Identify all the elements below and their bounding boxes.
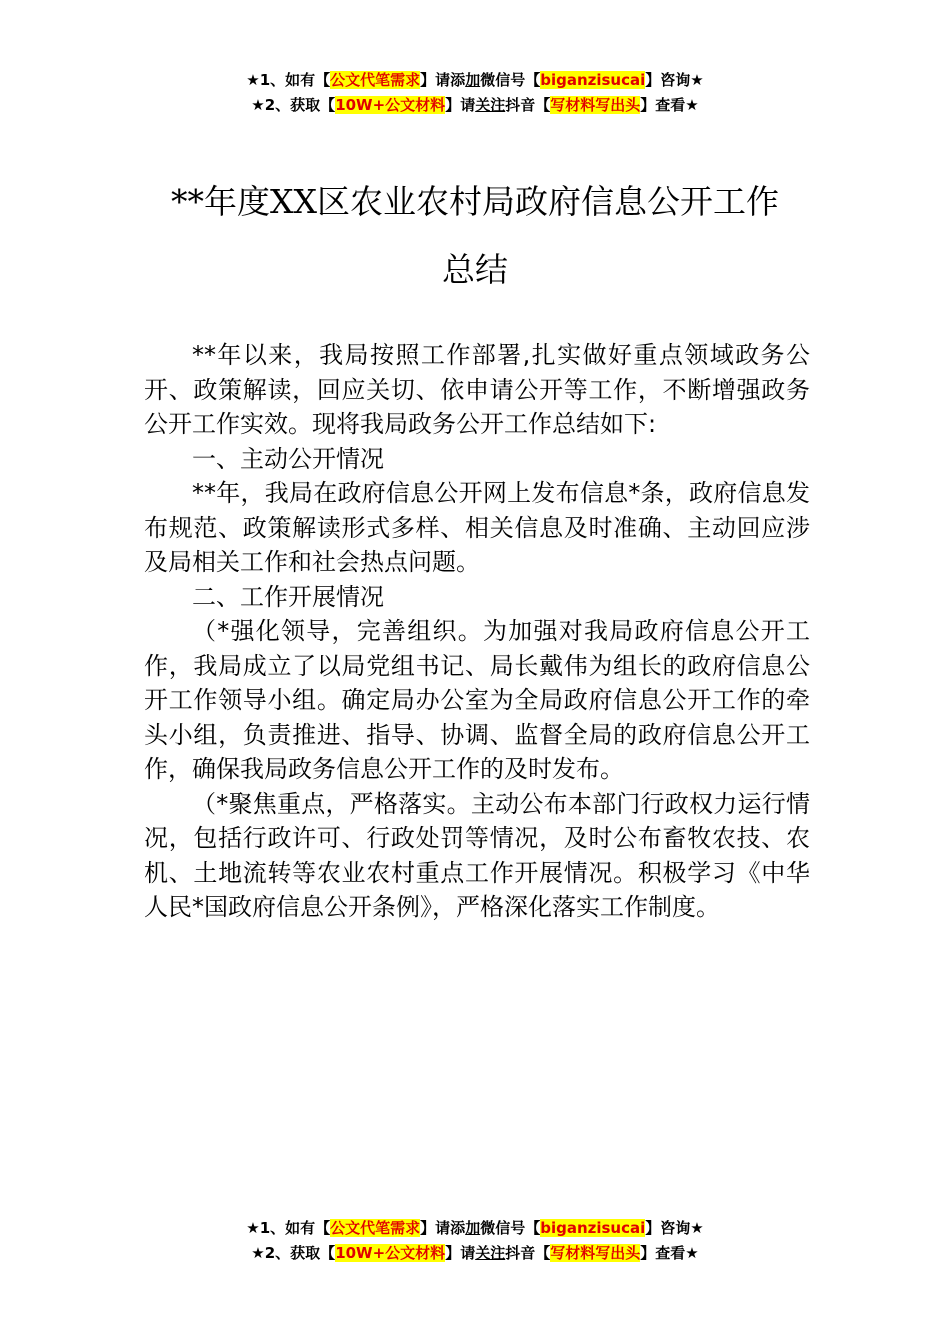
banner-text: 】请添 bbox=[420, 1219, 466, 1237]
document-title-line-2: 总结 bbox=[442, 250, 508, 289]
banner-douyin-id: 写材料写出头 bbox=[550, 96, 641, 114]
banner-underlined: 关注 bbox=[475, 96, 506, 114]
footer-banner bbox=[0, 1216, 950, 1266]
banner-text: 微信号【 bbox=[480, 1219, 541, 1237]
banner-line-1 bbox=[0, 1216, 950, 1241]
banner-text: 】请添 bbox=[420, 71, 466, 89]
banner-text: 】请 bbox=[445, 1244, 476, 1262]
banner-text: ★1、如有【 bbox=[246, 71, 331, 89]
banner-text: ★1、如有【 bbox=[246, 1219, 331, 1237]
banner-text: 微信号【 bbox=[480, 71, 541, 89]
banner-highlight: 10W+公文材料 bbox=[335, 1244, 446, 1262]
banner-wechat-id: biganzisucai bbox=[540, 1219, 646, 1237]
banner-text: 】咨询★ bbox=[645, 1219, 704, 1237]
banner-wechat-id: biganzisucai bbox=[540, 71, 646, 89]
banner-line-1 bbox=[0, 68, 950, 93]
banner-text: 抖音【 bbox=[505, 96, 551, 114]
banner-text: 抖音【 bbox=[505, 1244, 551, 1262]
paragraph-intro: **年以来，我局按照工作部署,扎实做好重点领域政务公开、政策解读，回应关切、依申请公开等工作，不断增强政务公开工作实效。现将我局政务公开工作总结如下: bbox=[144, 341, 810, 438]
paragraph-section-1: **年，我局在政府信息公开网上发布信息*条，政府信息发布规范、政策解读形式多样、相关信息及时准确、主动回应涉及局相关工作和社会热点问题。 bbox=[144, 479, 810, 576]
banner-underlined: 关注 bbox=[475, 1244, 506, 1262]
banner-line-2 bbox=[0, 1241, 950, 1266]
banner-highlight: 公文代笔需求 bbox=[330, 71, 421, 89]
header-banner bbox=[0, 68, 950, 118]
paragraph-leadership: （*强化领导，完善组织。为加强对我局政府信息公开工作，我局成立了以局党组书记、局长戴伟为组长的政府信息公开工作领导小组。确定局办公室为全局政府信息公开工作的牵头小组，负责推进、指导、协调、监督全局的政府信息公开工作，确保我局政务信息公开工作的及时发布。 bbox=[144, 617, 810, 783]
document-title-line-1: **年度XX区农业农村局政府信息公开工作 bbox=[171, 182, 779, 221]
banner-text: ★2、获取【 bbox=[251, 1244, 336, 1262]
section-heading-1: 一、主动公开情况 bbox=[192, 444, 384, 473]
banner-line-2 bbox=[0, 93, 950, 118]
section-heading-2: 二、工作开展情况 bbox=[192, 582, 384, 611]
banner-underlined: 加 bbox=[465, 71, 481, 89]
banner-text: 】查看★ bbox=[640, 1244, 699, 1262]
banner-text: ★2、获取【 bbox=[251, 96, 336, 114]
document-body bbox=[144, 338, 810, 925]
banner-highlight: 公文代笔需求 bbox=[330, 1219, 421, 1237]
banner-highlight: 10W+公文材料 bbox=[335, 96, 446, 114]
banner-douyin-id: 写材料写出头 bbox=[550, 1244, 641, 1262]
banner-text: 】请 bbox=[445, 96, 476, 114]
banner-text: 】查看★ bbox=[640, 96, 699, 114]
paragraph-focus: （*聚焦重点，严格落实。主动公布本部门行政权力运行情况，包括行政许可、行政处罚等情况，及时公布畜牧农技、农机、土地流转等农业农村重点工作开展情况。积极学习《中华人民*国政府信息公开条例》，严格深化落实工作制度。 bbox=[144, 789, 810, 921]
banner-text: 】咨询★ bbox=[645, 71, 704, 89]
banner-underlined: 加 bbox=[465, 1219, 481, 1237]
